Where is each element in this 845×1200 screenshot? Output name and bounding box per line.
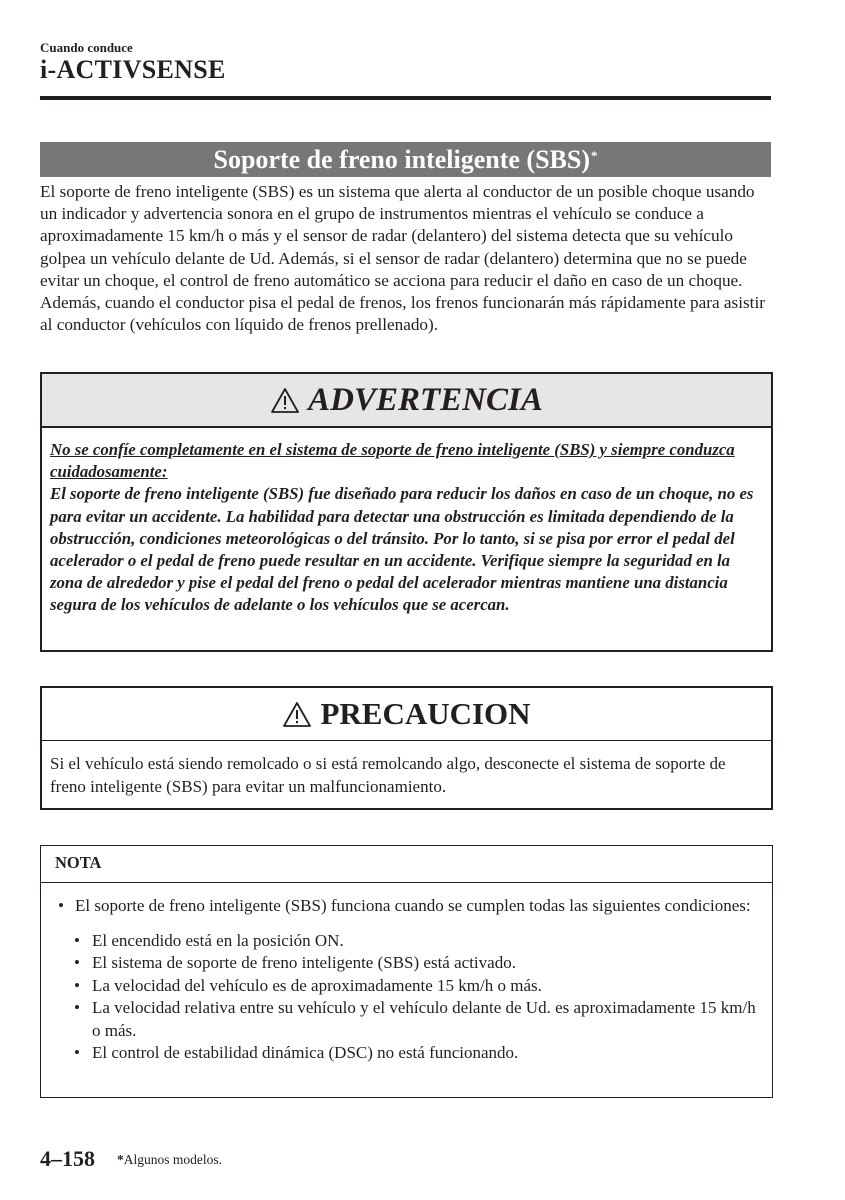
- footnote-marker: *: [591, 148, 598, 163]
- caution-title: PRECAUCION: [320, 696, 531, 731]
- condition-text: La velocidad relativa entre su vehículo y el vehículo delante de Ud. es aproximadamente 15 km/h o más.: [92, 998, 756, 1040]
- note-title: NOTA: [41, 846, 772, 883]
- note-content: [41, 883, 772, 1065]
- condition-item: [41, 930, 772, 953]
- page-title: i-ACTIVSENSE: [40, 55, 226, 84]
- caution-triangle-icon: [282, 701, 312, 728]
- section-label: Cuando conduce: [40, 40, 133, 55]
- footnote-marker: *: [117, 1152, 124, 1167]
- warning-content: [42, 428, 771, 617]
- bullet: •: [74, 953, 80, 972]
- warning-header: [42, 374, 771, 428]
- header-divider: [40, 96, 771, 100]
- caution-header: [42, 688, 771, 741]
- note-item: [41, 895, 772, 918]
- warning-lead: No se confíe completamente en el sistema de soporte de freno inteligente (SBS) y siempre conduzca cuidadosamente:: [50, 440, 735, 482]
- bullet: •: [58, 896, 64, 915]
- condition-item: [41, 997, 772, 1042]
- bullet: •: [74, 975, 80, 995]
- bullet: •: [74, 1043, 80, 1062]
- condition-item: [41, 952, 772, 975]
- warning-text: El soporte de freno inteligente (SBS) fue diseñado para reducir los daños en caso de un choque, no es para evitar un accidente. La habilidad para detectar una obstrucción es limitada dependiendo de la obstrucción, condiciones meteorológicas o del tránsito. Por lo tanto, si se pisa por error el pedal del acelerador o el pedal de freno puede resultar en un accidente. Verifique siempre la seguridad en la zona de alrededor y pise el pedal del freno o pedal del acelerador mientras mantiene una distancia segura de los vehículos de adelante o los vehículos que se acercan.: [50, 484, 754, 615]
- caution-content: [42, 741, 771, 798]
- caution-box: [40, 686, 773, 810]
- bullet: •: [74, 930, 80, 950]
- condition-text: El encendido está en la posición ON.: [92, 930, 344, 950]
- condition-item: [41, 1042, 772, 1065]
- warning-triangle-icon: [270, 387, 300, 414]
- warning-title: ADVERTENCIA: [308, 381, 543, 418]
- section-heading: [40, 142, 771, 177]
- condition-text: El control de estabilidad dinámica (DSC) no está funcionando.: [92, 1043, 519, 1062]
- caution-text: Si el vehículo está siendo remolcado o si está remolcando algo, desconecte el sistema de soporte de freno inteligente (SBS) para evitar un malfuncionamiento.: [50, 754, 726, 796]
- intro-text: [40, 181, 775, 336]
- condition-item: [41, 975, 772, 998]
- conditions-list: [41, 930, 772, 1065]
- warning-box: [40, 372, 773, 652]
- intro-paragraph-2: Además, cuando el conductor pisa el pedal de frenos, los frenos funcionarán más rápidamente para asistir al conductor (vehículos con líquido de frenos prellenado).: [40, 293, 765, 335]
- footnote: [117, 1152, 222, 1168]
- page-number: 4–158: [40, 1146, 95, 1171]
- condition-text: El sistema de soporte de freno inteligente (SBS) está activado.: [92, 953, 516, 972]
- condition-text: La velocidad del vehículo es de aproximadamente 15 km/h o más.: [92, 975, 542, 995]
- note-item-text: El soporte de freno inteligente (SBS) funciona cuando se cumplen todas las siguientes condiciones:: [75, 896, 751, 915]
- note-box: [40, 845, 773, 1098]
- footnote-text: Algunos modelos.: [123, 1152, 223, 1167]
- intro-paragraph-1: El soporte de freno inteligente (SBS) es un sistema que alerta al conductor de un posible choque usando un indicador y advertencia sonora en el grupo de instrumentos mientras el vehículo se conduce a aproximadamente 15 km/h o más y el sensor de radar (delantero) del sistema detecta que su vehículo golpea un vehículo delante de Ud. Además, si el sensor de radar (delantero) determina que no se puede evitar un choque, el control de freno automático se acciona para reducir el daño en caso de un choque.: [40, 182, 755, 290]
- bullet: •: [74, 998, 80, 1017]
- section-heading-text: Soporte de freno inteligente (SBS): [213, 145, 590, 174]
